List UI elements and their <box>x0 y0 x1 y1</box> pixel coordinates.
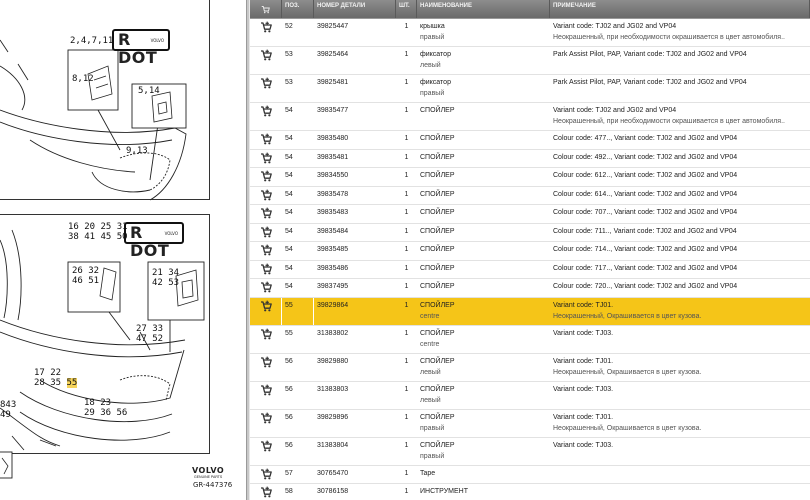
cell-note-main: Colour code: 477.., Variant code: TJ02 and JG02 and VP04 <box>553 135 738 142</box>
plate-small-text: VOLVO <box>164 231 178 236</box>
cell-note <box>550 168 810 186</box>
cell-name-main: СПОЙЛЕР <box>420 135 455 142</box>
cell-note-main: Park Assist Pilot, PAP, Variant code: TJ02 and JG02 and VP04 <box>553 79 747 86</box>
cell-name <box>417 354 550 381</box>
add-to-cart-button[interactable] <box>250 326 282 353</box>
cell-note <box>550 103 810 130</box>
cell-part-number[interactable]: 39835477 <box>317 107 349 114</box>
cell-note-main: Colour code: 711.., Variant code: TJ02 and JG02 and VP04 <box>553 227 737 235</box>
cell-qty: 1 <box>404 264 409 272</box>
cell-note-main: Variant code: TJ03. <box>553 385 614 393</box>
callout-line: 26 32 <box>72 266 100 276</box>
cell-pos: 54 <box>285 227 293 235</box>
cell-name <box>417 47 550 74</box>
callout-line: 49 <box>0 410 11 420</box>
cell-name-main: СПОЙЛЕР <box>420 283 455 290</box>
table-row[interactable] <box>250 354 810 382</box>
add-to-cart-button[interactable] <box>250 354 282 381</box>
table-row[interactable] <box>250 382 810 410</box>
cell-qty: 1 <box>404 357 409 365</box>
cell-qty: 1 <box>404 107 409 114</box>
shopping-cart-add-icon <box>260 189 272 201</box>
shopping-cart-add-icon <box>260 468 272 480</box>
cell-qty: 1 <box>404 209 409 216</box>
callout-highlighted-number[interactable]: 55 <box>66 378 78 388</box>
cell-note <box>550 242 810 260</box>
cell-qty: 1 <box>404 441 409 449</box>
shopping-cart-add-icon <box>260 152 272 164</box>
table-row[interactable] <box>250 279 810 298</box>
table-row[interactable] <box>250 224 810 243</box>
cell-name <box>417 187 550 205</box>
cell-note-sub: Неокрашенный, Окрашивается в цвет кузова. <box>553 312 702 320</box>
diagram-reference-code: GR-447376 <box>193 481 233 489</box>
cell-pos: 56 <box>285 357 293 365</box>
cell-note-main: Variant code: TJ02 and JG02 and VP04 <box>553 23 677 30</box>
callout-top-mid[interactable]: 9,13 <box>126 146 148 156</box>
cell-name <box>417 131 550 149</box>
header-qty[interactable]: ШТ. <box>396 0 417 18</box>
cell-qty: 1 <box>404 385 409 393</box>
add-to-cart-button[interactable] <box>250 205 282 223</box>
cell-name-main: СПОЙЛЕР <box>420 246 455 253</box>
cell-note-main: Colour code: 612.., Variant code: TJ02 and JG02 and VP04 <box>553 172 738 179</box>
cell-qty: 1 <box>404 172 409 179</box>
cell-part-number[interactable]: 30786158 <box>317 488 349 495</box>
cell-note-main: Park Assist Pilot, PAP, Variant code: TJ02 and JG02 and VP04 <box>553 51 747 58</box>
cell-note <box>550 382 810 409</box>
add-to-cart-button[interactable] <box>250 242 282 260</box>
table-body <box>250 19 810 500</box>
header-cart-icon <box>250 0 282 18</box>
cell-pos: 54 <box>285 209 293 216</box>
add-to-cart-button[interactable] <box>250 224 282 242</box>
cell-pos: 55 <box>282 298 314 325</box>
cell-name <box>417 103 550 130</box>
shopping-cart-add-icon <box>260 328 272 340</box>
callout-top-left[interactable]: 8,12 <box>72 74 94 84</box>
cell-note-main: Colour code: 720.., Variant code: TJ02 and JG02 and VP04 <box>553 283 738 290</box>
cell-name-main: СПОЙЛЕР <box>420 357 455 365</box>
cell-part-number[interactable]: 39835486 <box>317 264 349 272</box>
add-to-cart-button[interactable] <box>250 75 282 102</box>
cell-name-sub: правый <box>420 34 445 41</box>
cell-qty: 1 <box>404 135 409 142</box>
callout-line: 27 33 <box>136 324 164 334</box>
cell-name-main: Tape <box>420 469 436 477</box>
table-row[interactable] <box>250 410 810 438</box>
table-row[interactable] <box>250 326 810 354</box>
cell-name <box>417 410 550 437</box>
cell-qty: 1 <box>404 301 409 309</box>
callout-bottom[interactable] <box>84 398 127 418</box>
header-note[interactable]: ПРИМЕЧАНИЕ <box>550 0 810 18</box>
table-row[interactable] <box>250 150 810 169</box>
add-to-cart-button[interactable] <box>250 150 282 168</box>
table-row[interactable] <box>250 242 810 261</box>
cell-name-main: СПОЙЛЕР <box>420 264 455 272</box>
cell-note-main: Colour code: 492.., Variant code: TJ02 and JG02 and VP04 <box>553 153 738 161</box>
add-to-cart-button[interactable] <box>250 168 282 186</box>
cell-note <box>550 75 810 102</box>
add-to-cart-button[interactable] <box>250 298 282 325</box>
cell-name-main: крышка <box>420 23 445 30</box>
cell-qty: 1 <box>404 23 409 30</box>
cell-name-main: СПОЙЛЕР <box>420 227 455 235</box>
cell-part-number[interactable]: 39835483 <box>317 209 349 216</box>
callout-line: 38 41 45 50 <box>68 232 128 242</box>
cell-qty: 1 <box>404 153 409 161</box>
cell-qty: 1 <box>404 246 409 253</box>
cell-part-number[interactable]: 39825464 <box>317 51 349 58</box>
table-row[interactable] <box>250 205 810 224</box>
cell-name <box>417 438 550 465</box>
cell-note <box>550 205 810 223</box>
table-row[interactable] <box>250 131 810 150</box>
table-row[interactable] <box>250 466 810 485</box>
cell-qty: 1 <box>404 79 409 86</box>
cell-note <box>550 354 810 381</box>
callout-top-right[interactable]: 5,14 <box>138 86 160 96</box>
cell-pos: 54 <box>285 135 293 142</box>
cell-name <box>417 466 550 484</box>
cell-note-sub: Неокрашенный, при необходимости окрашивается в цвет автомобиля.. <box>553 118 785 125</box>
cell-note-main: Variant code: TJ01. <box>553 301 614 309</box>
cell-pos: 53 <box>285 51 293 58</box>
cell-name-sub: centre <box>420 340 440 348</box>
diagram-panel <box>0 0 246 500</box>
cell-name <box>417 261 550 279</box>
cell-note-sub: Неокрашенный, Окрашивается в цвет кузова. <box>553 368 702 376</box>
cell-name-sub: правый <box>420 424 445 432</box>
cell-name <box>417 326 550 353</box>
shopping-cart-add-icon <box>260 170 272 182</box>
cell-note-sub: Неокрашенный, Окрашивается в цвет кузова. <box>553 424 702 432</box>
cell-note-main: Variant code: TJ03. <box>553 441 614 449</box>
cell-name-main: СПОЙЛЕР <box>420 441 455 449</box>
header-part-no[interactable]: НОМЕР ДЕТАЛИ <box>314 0 396 18</box>
cell-name <box>417 205 550 223</box>
add-to-cart-button[interactable] <box>250 103 282 130</box>
cell-part-number[interactable]: 39834550 <box>317 172 349 179</box>
cell-name <box>417 19 550 46</box>
cell-name <box>417 242 550 260</box>
cell-pos: 57 <box>285 469 293 477</box>
cell-part-number[interactable]: 39825481 <box>317 79 349 86</box>
callout-left[interactable] <box>0 400 16 420</box>
parts-table <box>250 0 810 500</box>
cell-name-sub: centre <box>420 312 440 320</box>
cell-note <box>550 150 810 168</box>
callout-bottom-header[interactable] <box>68 222 128 242</box>
cell-note <box>550 466 810 484</box>
cell-qty: 1 <box>404 227 409 235</box>
cell-pos: 53 <box>285 79 293 86</box>
add-to-cart-button[interactable] <box>250 382 282 409</box>
table-row[interactable] <box>250 484 810 500</box>
license-plate-top <box>112 29 170 67</box>
cell-qty: 1 <box>404 190 409 198</box>
callout-line: 47 52 <box>136 334 164 344</box>
shopping-cart-add-icon <box>260 300 272 312</box>
cell-note <box>550 187 810 205</box>
shopping-cart-add-icon <box>260 77 272 89</box>
cell-pos: 56 <box>285 385 293 393</box>
add-to-cart-button[interactable] <box>250 187 282 205</box>
shopping-cart-add-icon <box>260 263 272 275</box>
add-to-cart-button[interactable] <box>250 261 282 279</box>
shopping-cart-add-icon <box>260 384 272 396</box>
cell-note-main: Variant code: TJ03. <box>553 329 614 337</box>
cell-pos: 54 <box>285 246 293 253</box>
add-to-cart-button[interactable] <box>250 279 282 297</box>
brand-logo: VOLVO <box>192 466 225 475</box>
cell-name-main: СПОЙЛЕР <box>420 413 455 421</box>
table-row[interactable] <box>250 298 810 326</box>
add-to-cart-button[interactable] <box>250 466 282 484</box>
cell-name-sub: левый <box>420 396 441 404</box>
table-row[interactable] <box>250 187 810 206</box>
cell-name <box>417 75 550 102</box>
cell-name-main: СПОЙЛЕР <box>420 329 455 337</box>
cell-name-main: фиксатор <box>420 51 451 58</box>
cell-pos: 52 <box>285 23 293 30</box>
cell-part-number[interactable]: 39835480 <box>317 135 349 142</box>
cell-note <box>550 279 810 297</box>
add-to-cart-button[interactable] <box>250 19 282 46</box>
cell-part-number[interactable]: 39825447 <box>317 23 349 30</box>
cell-qty: 1 <box>404 283 409 290</box>
cell-name-sub: правый <box>420 452 445 460</box>
cell-note <box>550 224 810 242</box>
cell-note <box>550 261 810 279</box>
callout-line: 46 51 <box>72 276 100 286</box>
cell-note-sub: Неокрашенный, при необходимости окрашивается в цвет автомобиля.. <box>553 34 785 41</box>
shopping-cart-add-icon <box>260 133 272 145</box>
cell-note <box>550 326 810 353</box>
callout-box-a[interactable] <box>72 266 99 286</box>
cell-note <box>550 484 810 500</box>
cell-pos: 58 <box>285 488 293 495</box>
cell-name <box>417 224 550 242</box>
table-row[interactable] <box>250 168 810 187</box>
cell-note <box>550 438 810 465</box>
shopping-cart-add-icon <box>260 207 272 219</box>
callout-line: 21 34 <box>152 268 180 278</box>
cell-note <box>550 19 810 46</box>
cell-note <box>550 131 810 149</box>
cell-name <box>417 150 550 168</box>
cell-name-main: СПОЙЛЕР <box>420 107 455 114</box>
table-row[interactable] <box>250 75 810 103</box>
cell-note <box>550 410 810 437</box>
cell-name-main: СПОЙЛЕР <box>420 301 455 309</box>
callout-low[interactable] <box>34 368 77 388</box>
cell-name-sub: правый <box>420 90 445 97</box>
callout-mid[interactable] <box>136 324 163 344</box>
cell-name-main: фиксатор <box>420 79 451 86</box>
cell-qty: 1 <box>404 329 409 337</box>
add-to-cart-button[interactable] <box>250 438 282 465</box>
cell-note <box>550 47 810 74</box>
shopping-cart-add-icon <box>260 356 272 368</box>
cell-qty: 1 <box>404 469 409 477</box>
cell-name-main: СПОЙЛЕР <box>420 385 455 393</box>
cell-name <box>417 279 550 297</box>
cell-name-main: СПОЙЛЕР <box>420 209 455 216</box>
cell-name-sub: левый <box>420 368 441 376</box>
add-to-cart-button[interactable] <box>250 47 282 74</box>
cell-part-number[interactable]: 39829896 <box>317 413 349 421</box>
add-to-cart-button[interactable] <box>250 131 282 149</box>
header-name[interactable]: НАИМЕНОВАНИЕ <box>417 0 550 18</box>
cell-part-number[interactable]: 30765470 <box>317 469 349 477</box>
cell-pos: 56 <box>285 441 293 449</box>
cell-note-main: Colour code: 614.., Variant code: TJ02 and JG02 and VP04 <box>553 190 738 198</box>
cell-note <box>550 298 810 325</box>
cell-note-main: Colour code: 717.., Variant code: TJ02 and JG02 and VP04 <box>553 264 738 272</box>
add-to-cart-button[interactable] <box>250 410 282 437</box>
shopping-cart-add-icon <box>260 440 272 452</box>
add-to-cart-button[interactable] <box>250 484 282 500</box>
callout-line: 843 <box>0 400 17 410</box>
cell-note-main: Variant code: TJ01. <box>553 413 614 421</box>
table-row[interactable] <box>250 47 810 75</box>
cell-qty: 1 <box>404 488 409 495</box>
cell-part-number[interactable]: 31383804 <box>317 441 349 449</box>
shopping-cart-add-icon <box>260 486 272 498</box>
shopping-cart-add-icon <box>260 226 272 238</box>
callout-line: 29 36 56 <box>84 408 128 418</box>
cell-name <box>417 168 550 186</box>
bumper-drawing <box>0 0 246 500</box>
shopping-cart-add-icon <box>260 244 272 256</box>
callout-top-numbers[interactable]: 2,4,7,11 <box>70 36 114 46</box>
shopping-cart-add-icon <box>260 49 272 61</box>
cell-pos: 54 <box>285 190 293 198</box>
cell-part-number[interactable]: 39835485 <box>317 246 349 253</box>
cell-part-number[interactable]: 39835481 <box>317 153 349 161</box>
shopping-cart-add-icon <box>260 412 272 424</box>
plate-text: R DOT <box>130 223 170 260</box>
cell-note-main: Colour code: 714.., Variant code: TJ02 and JG02 and VP04 <box>553 246 738 253</box>
cell-note-main: Colour code: 707.., Variant code: TJ02 and JG02 and VP04 <box>553 209 738 216</box>
cell-name <box>417 382 550 409</box>
cell-name-main: ИНСТРУМЕНТ <box>420 488 468 495</box>
cell-qty: 1 <box>404 51 409 58</box>
shopping-cart-add-icon <box>260 105 272 117</box>
header-pos[interactable]: ПОЗ. <box>282 0 314 18</box>
cell-name-main: СПОЙЛЕР <box>420 190 455 198</box>
cell-pos: 54 <box>285 107 293 114</box>
cell-name <box>417 298 550 325</box>
callout-line: 16 20 25 31 <box>68 222 128 232</box>
shopping-cart-add-icon <box>260 281 272 293</box>
cell-part-number[interactable]: 39837495 <box>317 283 349 290</box>
cell-part-number[interactable]: 39829880 <box>317 357 349 365</box>
table-header <box>250 0 810 19</box>
cell-note-main: Variant code: TJ01. <box>553 357 614 365</box>
callout-line: 28 35 <box>34 378 67 388</box>
cell-part-number[interactable]: 39829864 <box>317 301 349 309</box>
table-row[interactable] <box>250 103 810 131</box>
cell-part-number[interactable]: 31383802 <box>317 329 349 337</box>
cell-pos: 54 <box>285 264 293 272</box>
callout-line: 42 53 <box>152 278 180 288</box>
shopping-cart-add-icon <box>260 21 272 33</box>
cell-name-main: СПОЙЛЕР <box>420 153 455 161</box>
callout-box-b[interactable] <box>152 268 179 288</box>
plate-text: R DOT <box>118 30 158 67</box>
cell-name-sub: левый <box>420 62 441 69</box>
callout-line: 18 23 <box>84 398 112 408</box>
cell-qty: 1 <box>404 413 409 421</box>
brand-sub: GENUINE PARTS <box>194 475 223 479</box>
cell-part-number[interactable]: 31383803 <box>317 385 349 393</box>
table-row[interactable] <box>250 438 810 466</box>
table-row[interactable] <box>250 19 810 47</box>
cell-note-main: Variant code: TJ02 and JG02 and VP04 <box>553 107 677 114</box>
license-plate-bottom <box>124 222 184 260</box>
cell-pos: 55 <box>285 329 293 337</box>
table-row[interactable] <box>250 261 810 280</box>
cell-name <box>417 484 550 500</box>
cell-pos: 54 <box>285 153 293 161</box>
cell-part-number[interactable]: 39835484 <box>317 227 349 235</box>
cell-pos: 54 <box>285 172 293 179</box>
cell-pos: 56 <box>285 413 293 421</box>
plate-small-text: VOLVO <box>150 38 164 43</box>
callout-line: 17 22 <box>34 368 62 378</box>
cell-name-main: СПОЙЛЕР <box>420 172 455 179</box>
cell-pos: 54 <box>285 283 293 290</box>
cell-part-number[interactable]: 39835478 <box>317 190 349 198</box>
